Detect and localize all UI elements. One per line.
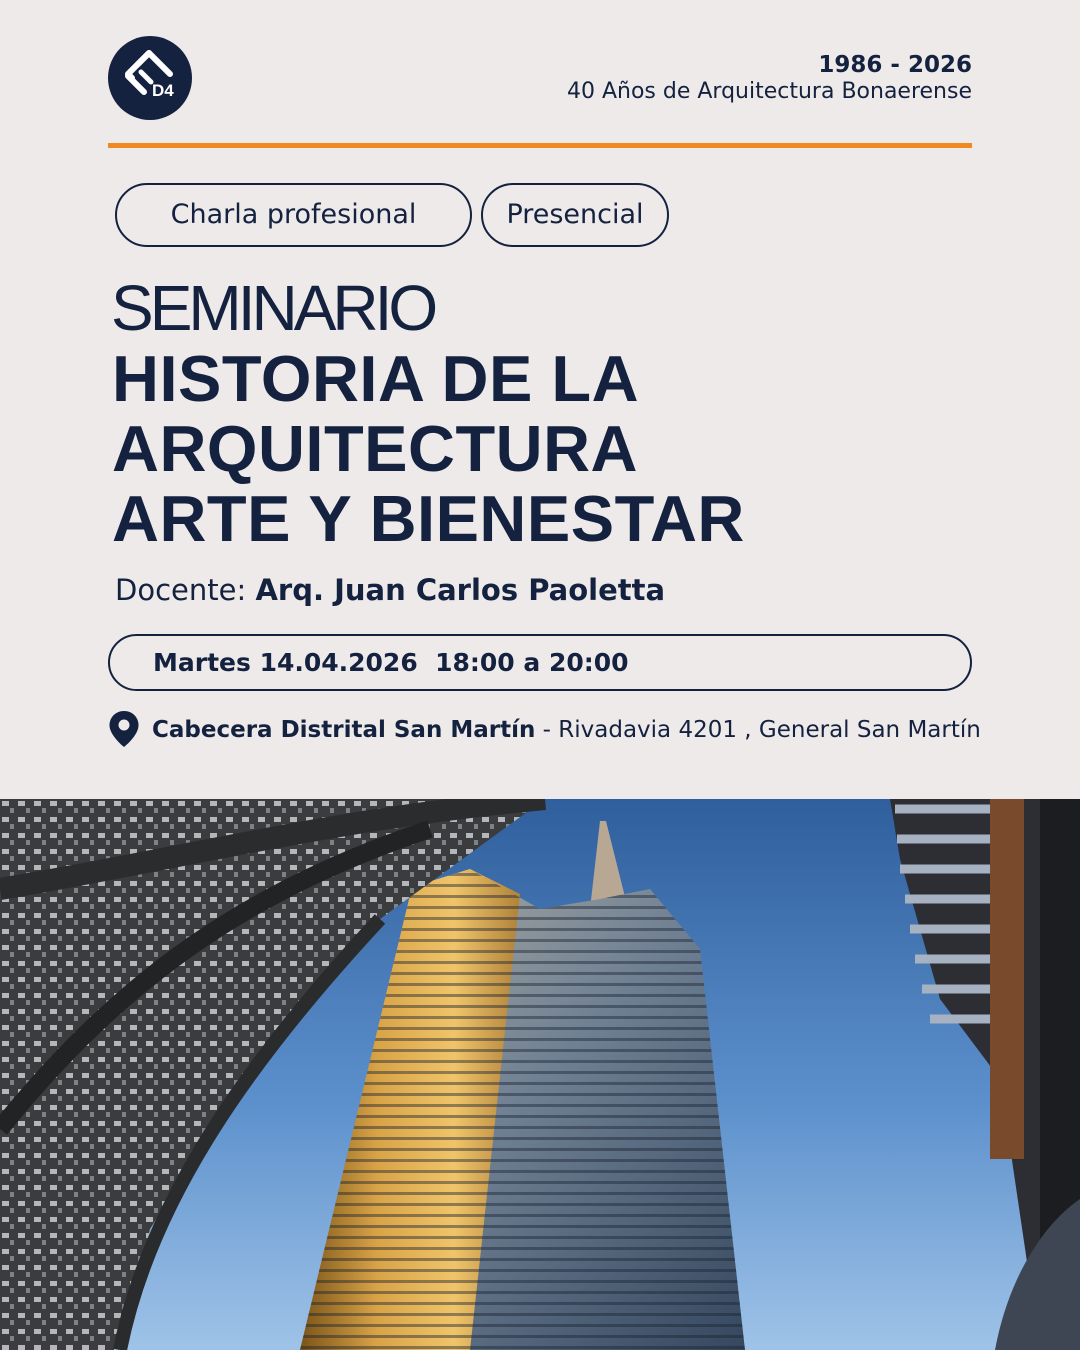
map-pin-icon: [108, 710, 140, 752]
tag-charla-profesional: Charla profesional: [115, 183, 472, 247]
schedule-box: Martes 14.04.2026 18:00 a 20:00: [108, 634, 972, 691]
event-type: SEMINARIO: [111, 272, 435, 344]
anniversary-block: [567, 52, 972, 105]
anniversary-tagline: 40 Años de Arquitectura Bonaerense: [566, 79, 972, 104]
accent-divider: [108, 143, 972, 148]
anniversary-years: 1986 - 2026: [818, 52, 972, 78]
teacher-name: Arq. Juan Carlos Paoletta: [255, 573, 666, 607]
location-line: [152, 713, 981, 747]
teacher-label: Docente:: [115, 573, 247, 607]
event-title-line-3: ARTE Y BIENESTAR: [112, 482, 745, 555]
location-separator: -: [535, 717, 559, 743]
tag-presencial: Presencial: [481, 183, 669, 247]
event-title-line-1: HISTORIA DE LA: [112, 342, 640, 415]
brand-logo: [108, 36, 192, 120]
venue-name: Cabecera Distrital San Martín: [152, 717, 536, 743]
logo-text: D4: [152, 81, 174, 100]
event-title-line-2: ARQUITECTURA: [112, 412, 638, 485]
event-title: [112, 344, 745, 554]
venue-address: Rivadavia 4201 , General San Martín: [558, 717, 981, 743]
teacher-line: [115, 570, 665, 610]
skyscraper-photo: [0, 799, 1080, 1350]
logo-icon: [108, 36, 192, 120]
